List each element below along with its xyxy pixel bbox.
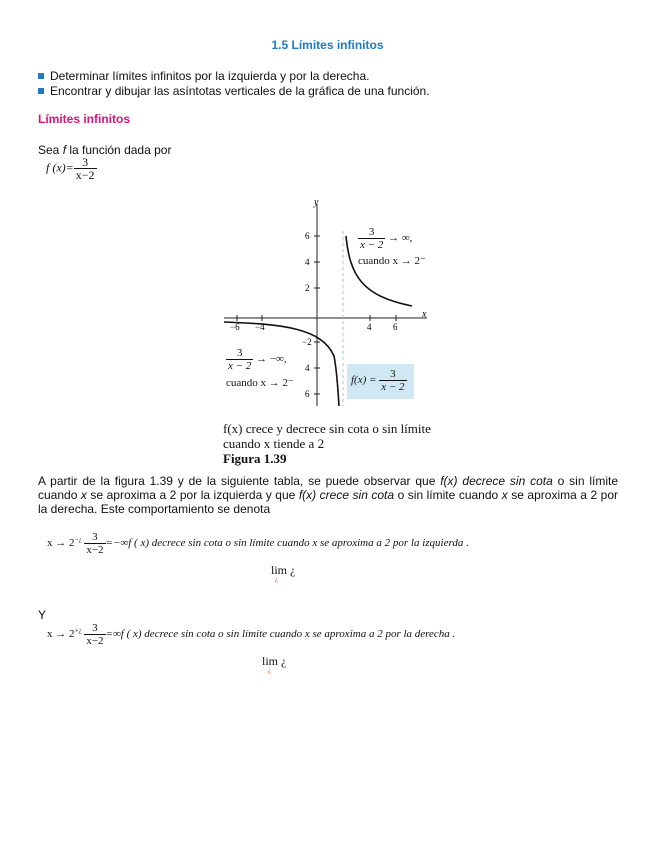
- page-title: 1.5 Límites infinitos: [271, 38, 384, 52]
- objective-text: Encontrar y dibujar las asíntotas verticales de la gráfica de una función.: [50, 84, 430, 98]
- lim-subscript: ¿: [275, 575, 279, 583]
- function-definition: f (x)= $\frac{3}{x-2}$: [46, 155, 95, 182]
- y-tick-label: −2: [302, 337, 312, 347]
- limit-equation-left: x → 2−¿ $\frac{3}{x-2}$ =−∞f ( x) decrece sin cota o sin límite cuando x se aproxima a 2 por la izquierda .: [47, 531, 469, 556]
- caption-line: cuando x tiende a 2: [223, 436, 325, 451]
- y-tick-label: 6: [305, 389, 310, 399]
- lim-symbol: lim ¿: [262, 654, 287, 668]
- y-tick-label: 4: [305, 363, 310, 373]
- limit-equation-right: x → 2+¿ $\frac{3}{x-2}$ =∞f ( x) decrece sin cota o sin límite cuando x se aproxima a 2 por la derecha .: [47, 622, 456, 647]
- intro-text: Sea f la función dada por: [38, 143, 172, 157]
- right-annotation: $\frac{3}{x - 2}$ → ∞,: [360, 226, 413, 251]
- function-label: f(x) = $\frac{3}{x - 2}$: [351, 368, 405, 393]
- body-paragraph: A partir de la figura 1.39 y de la siguiente tabla, se puede observar que f(x) decrece sin cota o sin límite cuando x se aproxima a 2 por la izquierda y que f(x) crece sin cota o sin límite cuando x se aproxima a 2 por la derecha. Este comportamiento se denota: [38, 474, 619, 516]
- x-tick-label: 6: [393, 322, 398, 332]
- y-tick-label: 4: [305, 257, 310, 267]
- y-tick-label: 6: [305, 231, 310, 241]
- x-tick-label: −4: [255, 322, 265, 332]
- y-axis-label: y: [314, 197, 319, 208]
- objective-item: [38, 69, 369, 84]
- x-tick-label: 4: [367, 322, 372, 332]
- x-axis-label: x: [422, 309, 427, 320]
- y-tick-label: 2: [305, 283, 310, 293]
- section-title: Límites infinitos: [38, 112, 131, 126]
- connector-y: Y: [38, 608, 47, 622]
- objective-text: Determinar límites infinitos por la izquierda y por la derecha.: [50, 69, 370, 83]
- caption-line: f(x) crece y decrece sin cota o sin límite: [223, 421, 431, 436]
- left-annotation-condition: cuando x → 2⁻: [226, 377, 294, 389]
- figure-caption: [223, 421, 431, 466]
- bullet-square-icon: [38, 73, 44, 79]
- lim-subscript: ¿: [268, 666, 272, 674]
- figure-number: Figura 1.39: [223, 451, 287, 466]
- lim-symbol: lim ¿: [271, 563, 296, 577]
- function-fraction: $\frac{3}{x-2}$: [75, 155, 95, 182]
- right-annotation-condition: cuando x → 2⁻: [358, 255, 426, 267]
- bullet-square-icon: [38, 88, 44, 94]
- objective-item: [38, 84, 430, 99]
- left-annotation: $\frac{3}{x - 2}$ → −∞,: [228, 347, 287, 372]
- x-tick-label: −6: [230, 322, 240, 332]
